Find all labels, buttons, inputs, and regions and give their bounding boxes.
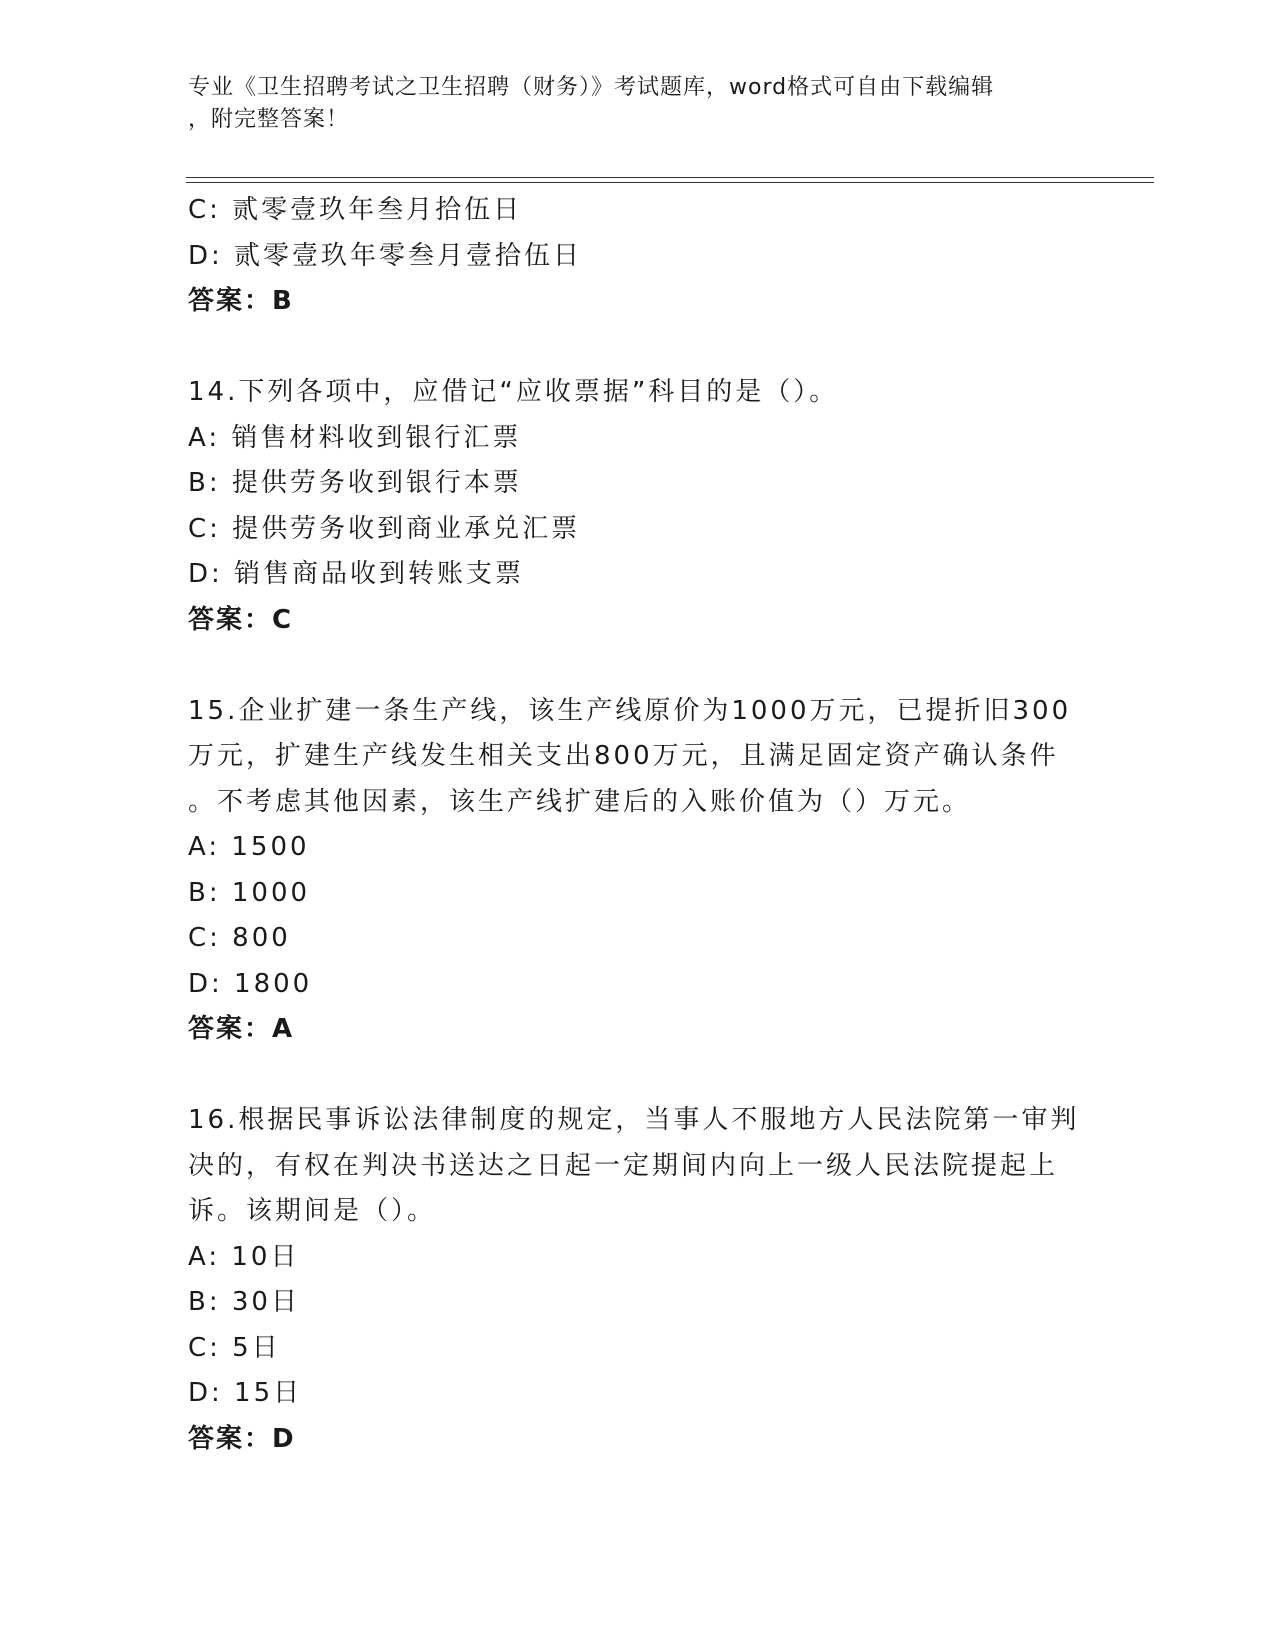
option-c: C: 5日 bbox=[188, 1332, 281, 1363]
stem-line: 16.根据民事诉讼法律制度的规定，当事人不服地方人民法院第一审判 bbox=[188, 1105, 1080, 1135]
answer-line: 答案：B bbox=[188, 286, 294, 316]
question-15 bbox=[188, 689, 1088, 1053]
question-stem bbox=[188, 1098, 1088, 1235]
option-c: C: 800 bbox=[188, 923, 291, 953]
header-title-continuation: ，附完整答案！ bbox=[188, 107, 350, 132]
option-d: D: 1800 bbox=[188, 968, 313, 999]
option-a: A: 1500 bbox=[188, 832, 310, 862]
stem-line: 。不考虑其他因素，该生产线扩建后的入账价值为（）万元。 bbox=[188, 786, 972, 817]
option-b: B: 30日 bbox=[188, 1287, 300, 1317]
option-b: B: 1000 bbox=[188, 877, 311, 908]
stem-line: 万元，扩建生产线发生相关支出800万元，且满足固定资产确认条件 bbox=[188, 741, 1059, 771]
answer-line: 答案：D bbox=[188, 1423, 296, 1454]
spacer bbox=[188, 325, 1088, 371]
option-c: C: 贰零壹玖年叁月拾伍日 bbox=[188, 195, 523, 225]
option-d: D: 15日 bbox=[188, 1378, 303, 1408]
stem-line: 诉。该期间是（）。 bbox=[188, 1196, 437, 1226]
spacer bbox=[188, 643, 1088, 689]
question-stem bbox=[188, 370, 1088, 416]
question-14 bbox=[188, 370, 1088, 643]
question-13-continued bbox=[188, 188, 1088, 325]
option-a: A: 10日 bbox=[188, 1241, 300, 1272]
question-list bbox=[188, 188, 1088, 1462]
question-16 bbox=[188, 1098, 1088, 1462]
header-divider-thin bbox=[186, 177, 1154, 178]
option-d: D: 贰零壹玖年零叁月壹拾伍日 bbox=[188, 240, 583, 271]
question-stem bbox=[188, 689, 1088, 826]
header-title-line: 专业《卫生招聘考试之卫生招聘（财务）》考试题库，word格式可自由下载编辑 bbox=[188, 75, 995, 100]
option-d: D: 销售商品收到转账支票 bbox=[188, 559, 525, 589]
spacer bbox=[188, 1053, 1088, 1099]
stem-line: 15.企业扩建一条生产线，该生产线原价为1000万元，已提折旧300 bbox=[188, 695, 1072, 726]
answer-line: 答案：A bbox=[188, 1014, 295, 1044]
answer-line: 答案：C bbox=[188, 604, 294, 635]
option-c: C: 提供劳务收到商业承兑汇票 bbox=[188, 513, 581, 544]
stem-line: 决的，有权在判决书送达之日起一定期间内向上一级人民法院提起上 bbox=[188, 1150, 1059, 1181]
document-header bbox=[188, 72, 1088, 136]
option-b: B: 提供劳务收到银行本票 bbox=[188, 468, 522, 498]
header-divider-thick bbox=[186, 182, 1154, 183]
stem-line: 14.下列各项中，应借记“应收票据”科目的是（）。 bbox=[188, 377, 839, 407]
option-a: A: 销售材料收到银行汇票 bbox=[188, 422, 522, 453]
